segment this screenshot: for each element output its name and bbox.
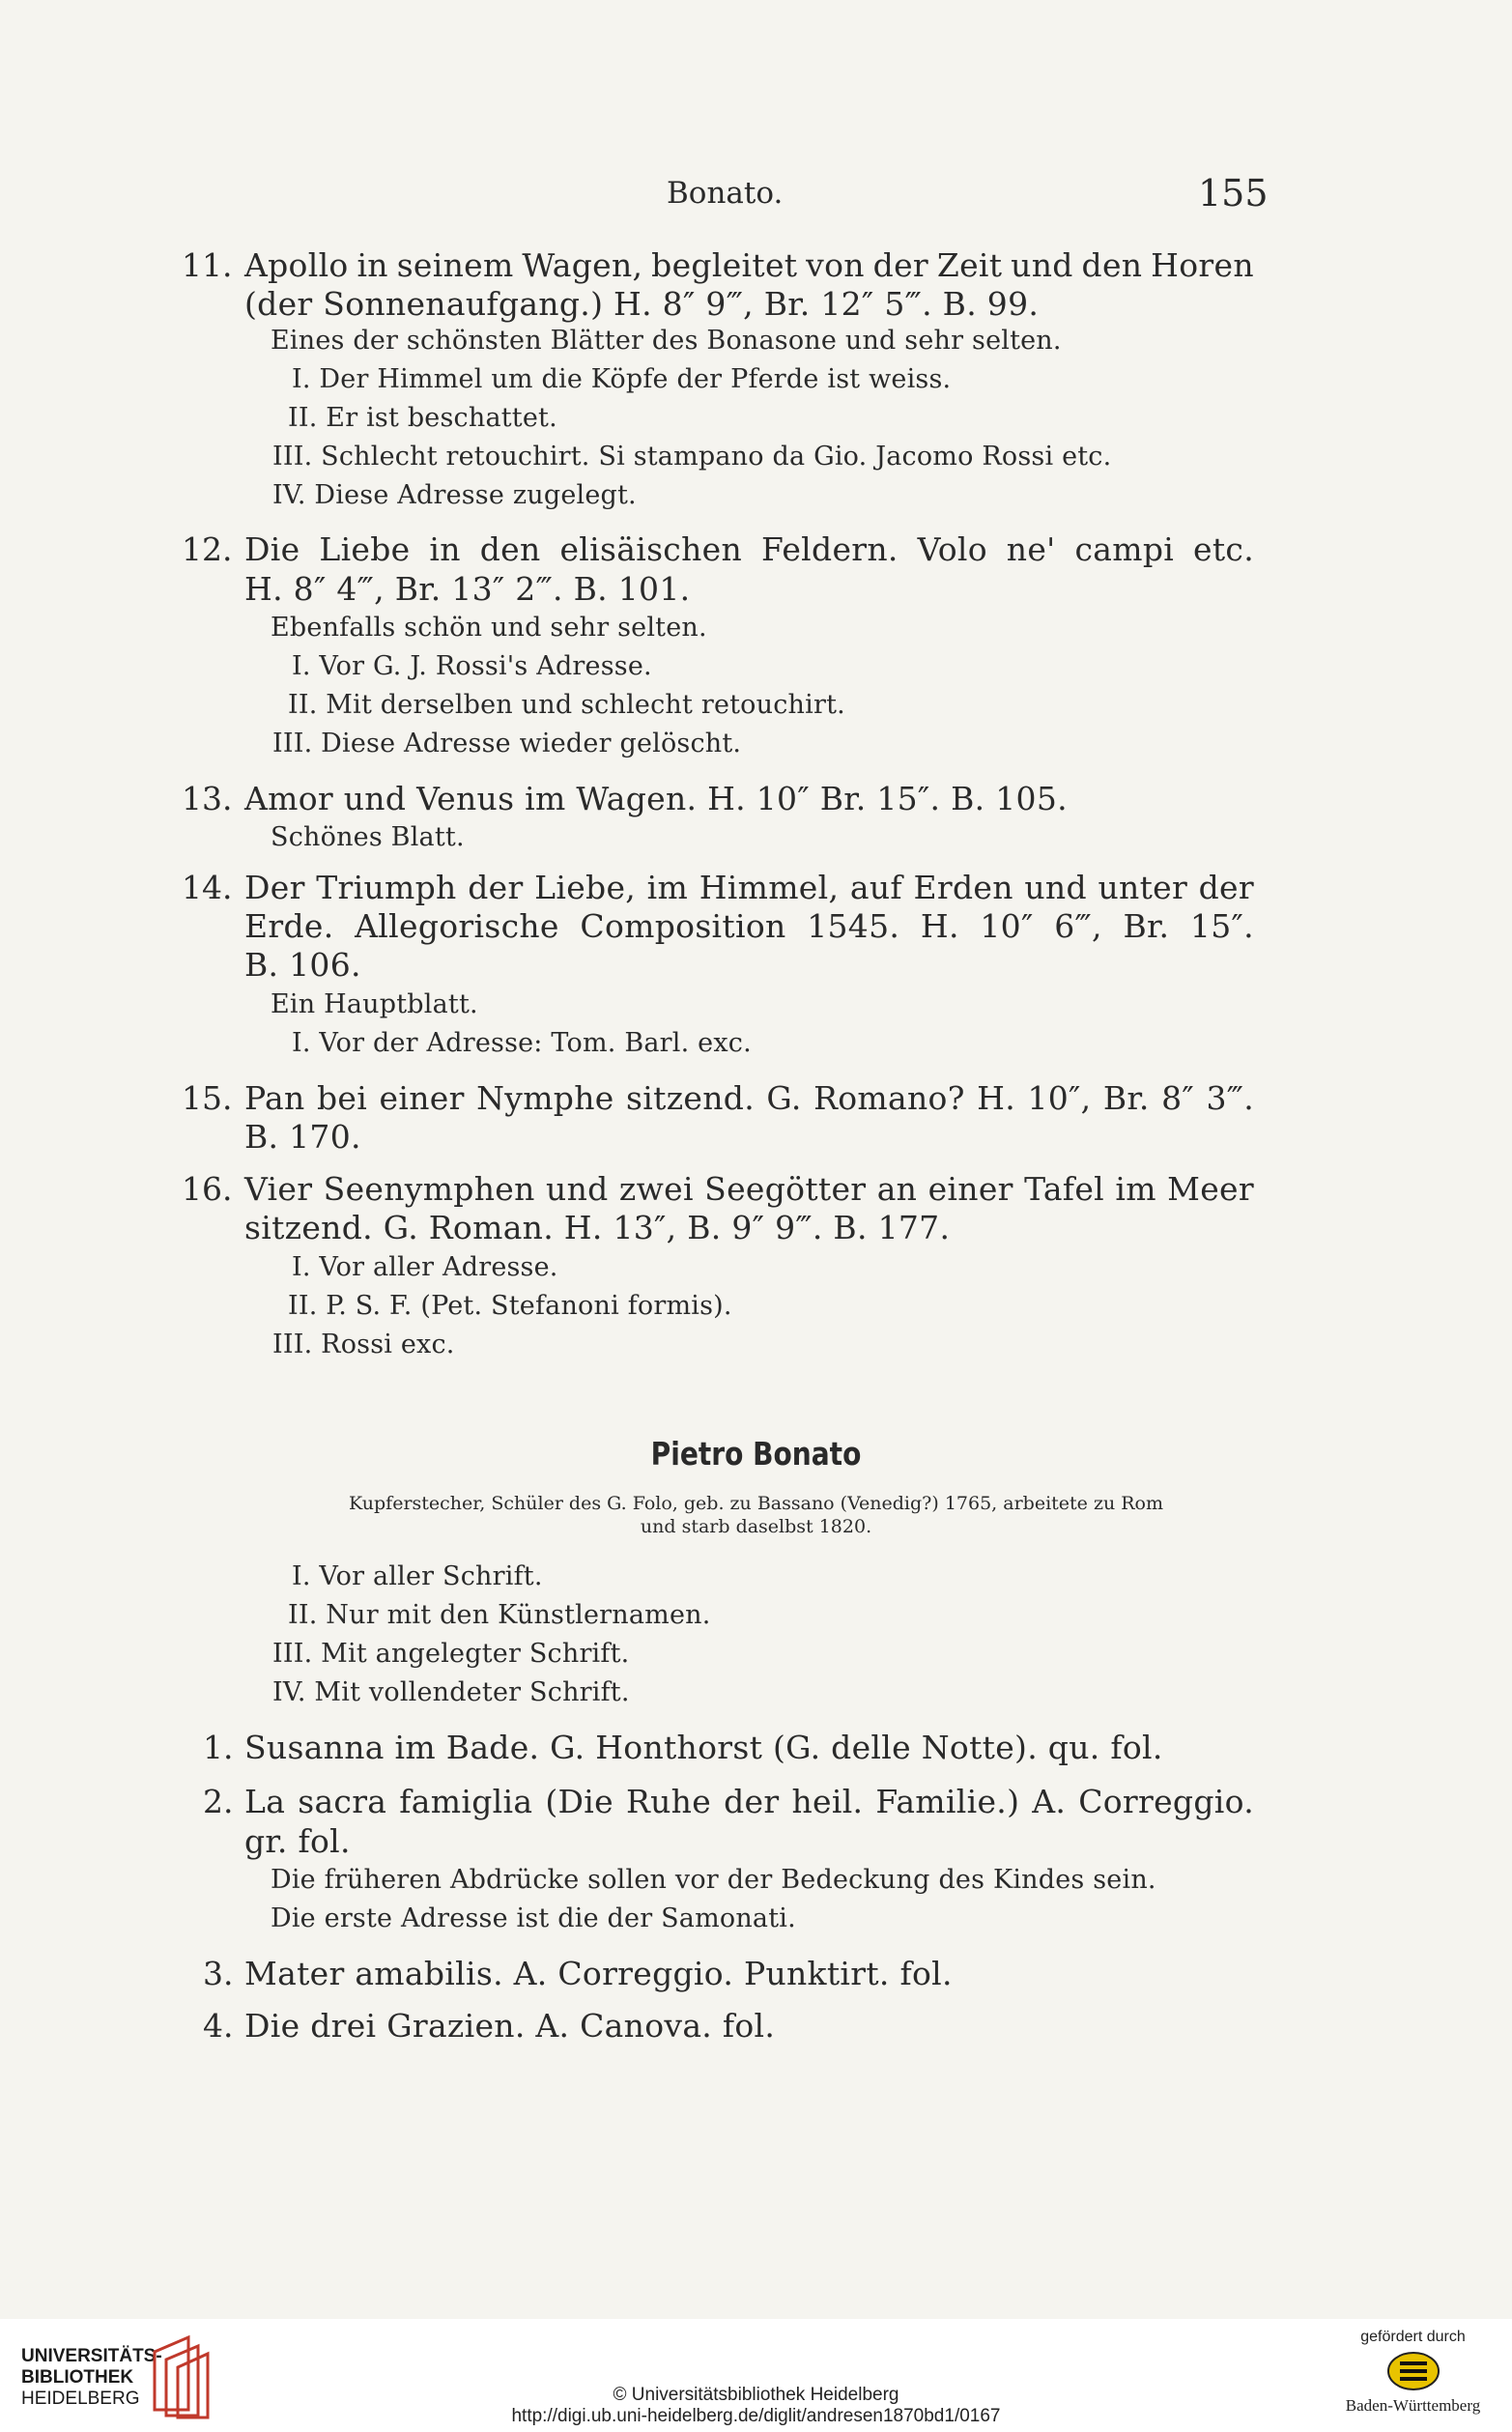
word: Liebe xyxy=(319,530,411,568)
word: Die xyxy=(244,530,300,568)
entry-number: 13. xyxy=(182,780,233,817)
running-header: Bonato. xyxy=(667,176,784,211)
word: einer xyxy=(927,1170,1013,1208)
word: etc. xyxy=(1193,530,1254,568)
entry-note: Die erste Adresse ist die der Samonati. xyxy=(271,1903,796,1933)
entry-note: Die früheren Abdrücke sollen vor der Bedeckung des Kindes sein. xyxy=(271,1865,1156,1895)
word: H. xyxy=(977,1079,1016,1117)
entry-number: 1. xyxy=(203,1729,234,1766)
word: 10″ xyxy=(980,907,1034,945)
state-note: IV. Mit vollendeter Schrift. xyxy=(272,1677,630,1707)
word: Der xyxy=(244,869,305,906)
state-note: I. Vor aller Schrift. xyxy=(292,1561,543,1591)
word: Himmel, xyxy=(699,869,840,906)
word: 1545. xyxy=(807,907,900,945)
word: seinem xyxy=(396,246,514,284)
state-note: III. Mit angelegter Schrift. xyxy=(272,1639,630,1669)
word: bei xyxy=(316,1079,368,1117)
word: Correggio. xyxy=(1078,1783,1254,1820)
word: Ruhe xyxy=(625,1783,712,1820)
word: 6‴, xyxy=(1054,907,1102,945)
entry-note: I. Vor der Adresse: Tom. Barl. exc. xyxy=(292,1028,752,1058)
entry-text: sitzend. G. Roman. H. 13″, B. 9″ 9‴. B. 177. xyxy=(244,1209,951,1246)
entry-note: Ebenfalls schön und sehr selten. xyxy=(271,613,707,643)
word: Meer xyxy=(1167,1170,1254,1208)
word: Romano? xyxy=(813,1079,965,1117)
entry-text: H. 8″ 4‴, Br. 13″ 2‴. B. 101. xyxy=(244,570,691,608)
word: Allegorische xyxy=(355,907,559,945)
word: auf xyxy=(849,869,902,906)
word: Zeit xyxy=(936,246,1003,284)
entry-text xyxy=(244,1079,1254,1117)
word: Volo xyxy=(917,530,987,568)
sponsor-name: Baden-Württemberg xyxy=(1345,2396,1481,2415)
word: sitzend. xyxy=(626,1079,755,1117)
entry-number: 16. xyxy=(182,1170,233,1208)
entry-note: Schönes Blatt. xyxy=(271,822,465,852)
entry-number: 15. xyxy=(182,1079,233,1117)
word: Seenymphen xyxy=(323,1170,535,1208)
word: campi xyxy=(1074,530,1175,568)
word: begleitet xyxy=(651,246,798,284)
word: und xyxy=(1024,869,1087,906)
entry-number: 12. xyxy=(182,530,233,568)
entry-text: B. 170. xyxy=(244,1118,361,1156)
entry-number: 4. xyxy=(203,2007,234,2045)
entry-text: Die drei Grazien. A. Canova. fol. xyxy=(244,2007,776,2045)
word: und xyxy=(1011,246,1073,284)
word: den xyxy=(1081,246,1143,284)
word: Liebe, xyxy=(534,869,637,906)
word: A. xyxy=(1032,1783,1067,1820)
entry-text: gr. fol. xyxy=(244,1822,351,1860)
copyright-text: © Universitätsbibliothek Heidelberg xyxy=(613,2385,899,2405)
viewer-footer xyxy=(0,2319,1512,2432)
word: ne' xyxy=(1006,530,1056,568)
entry-note: II. Mit derselben und schlecht retouchirt. xyxy=(288,690,845,720)
word: Br. xyxy=(1123,907,1170,945)
word: Erde. xyxy=(244,907,334,945)
word: heil. xyxy=(791,1783,864,1820)
word: sacra xyxy=(298,1783,387,1820)
word: zwei xyxy=(618,1170,694,1208)
library-name-line: BIBLIOTHEK xyxy=(21,2367,134,2388)
footer-credits xyxy=(0,2385,1512,2427)
entry-note: Ein Hauptblatt. xyxy=(271,989,478,1019)
word: unter xyxy=(1098,869,1188,906)
word: 8″ xyxy=(1161,1079,1195,1117)
word: (Die xyxy=(545,1783,613,1820)
entry-note: III. Diese Adresse wieder gelöscht. xyxy=(272,729,742,758)
word: der xyxy=(724,1783,780,1820)
entry-note: IV. Diese Adresse zugelegt. xyxy=(272,480,637,510)
entry-text xyxy=(244,1783,1254,1820)
word: Horen xyxy=(1151,246,1254,284)
word: von xyxy=(806,246,865,284)
word: im xyxy=(1115,1170,1156,1208)
word: La xyxy=(244,1783,286,1820)
word: Familie.) xyxy=(875,1783,1020,1820)
entry-text xyxy=(244,869,1254,906)
entry-number: 11. xyxy=(182,246,233,284)
word: der xyxy=(468,869,524,906)
entry-text: Mater amabilis. A. Correggio. Punktirt. fol. xyxy=(244,1955,953,1992)
word: famiglia xyxy=(399,1783,533,1820)
permalink[interactable]: http://digi.ub.uni-heidelberg.de/diglit/andresen1870bd1/0167 xyxy=(511,2406,1001,2426)
entry-number: 14. xyxy=(182,869,233,906)
word: den xyxy=(479,530,541,568)
word: elisäischen xyxy=(559,530,743,568)
entry-note: I. Der Himmel um die Köpfe der Pferde ist weiss. xyxy=(292,364,952,394)
word: Erden xyxy=(913,869,1013,906)
word: einer xyxy=(379,1079,465,1117)
entry-text: Amor und Venus im Wagen. H. 10″ Br. 15″. B. 105. xyxy=(244,780,1068,817)
entry-text xyxy=(244,246,1254,284)
artist-bio: Kupferstecher, Schüler des G. Folo, geb. zu Bassano (Venedig?) 1765, arbeitete zu Rom xyxy=(349,1493,1163,1514)
entry-number: 2. xyxy=(203,1783,234,1820)
word: 15″. xyxy=(1189,907,1254,945)
state-crest-icon xyxy=(1384,2350,1442,2392)
entry-note: III. Schlecht retouchirt. Si stampano da Gio. Jacomo Rossi etc. xyxy=(272,442,1112,472)
sponsor-block xyxy=(1328,2329,1498,2416)
word: Composition xyxy=(580,907,786,945)
word: Wagen, xyxy=(522,246,643,284)
word: an xyxy=(876,1170,918,1208)
page-number: 155 xyxy=(1198,172,1269,215)
word: Nymphe xyxy=(476,1079,614,1117)
word: in xyxy=(429,530,461,568)
word: G. xyxy=(766,1079,802,1117)
word: Tafel xyxy=(1024,1170,1104,1208)
word: und xyxy=(546,1170,609,1208)
word: Triumph xyxy=(316,869,457,906)
word: Feldern. xyxy=(760,530,899,568)
library-name-line: HEIDELBERG xyxy=(21,2389,140,2409)
word: in xyxy=(357,246,388,284)
entry-note: III. Rossi exc. xyxy=(272,1330,455,1359)
entry-note: Eines der schönsten Blätter des Bonasone und sehr selten. xyxy=(271,326,1062,356)
word: der xyxy=(1198,869,1254,906)
word: Seegötter xyxy=(704,1170,867,1208)
sponsor-label: gefördert durch xyxy=(1360,2329,1466,2345)
library-name-line: UNIVERSITÄTS- xyxy=(21,2346,162,2366)
word: im xyxy=(646,869,689,906)
word: Apollo xyxy=(244,246,349,284)
state-note: II. Nur mit den Künstlernamen. xyxy=(288,1600,711,1630)
entry-text: (der Sonnenaufgang.) H. 8″ 9‴, Br. 12″ 5‴. B. 99. xyxy=(244,285,1040,323)
word: der xyxy=(872,246,929,284)
word: H. xyxy=(920,907,959,945)
entry-text xyxy=(244,1170,1254,1208)
entry-number: 3. xyxy=(203,1955,234,1992)
entry-text xyxy=(244,907,1254,945)
entry-note: II. P. S. F. (Pet. Stefanoni formis). xyxy=(288,1291,732,1321)
entry-text: Susanna im Bade. G. Honthorst (G. delle Notte). qu. fol. xyxy=(244,1729,1163,1766)
section-heading: Pietro Bonato xyxy=(650,1435,862,1473)
word: 10″, xyxy=(1027,1079,1092,1117)
entry-note: II. Er ist beschattet. xyxy=(288,403,557,433)
word: Pan xyxy=(244,1079,305,1117)
entry-note: I. Vor aller Adresse. xyxy=(292,1252,558,1282)
entry-text: B. 106. xyxy=(244,946,361,984)
entry-note: I. Vor G. J. Rossi's Adresse. xyxy=(292,651,652,681)
artist-bio: und starb daselbst 1820. xyxy=(640,1516,872,1537)
word: Br. xyxy=(1102,1079,1150,1117)
entry-text xyxy=(244,530,1254,568)
word: 3‴. xyxy=(1206,1079,1254,1117)
word: Vier xyxy=(244,1170,313,1208)
